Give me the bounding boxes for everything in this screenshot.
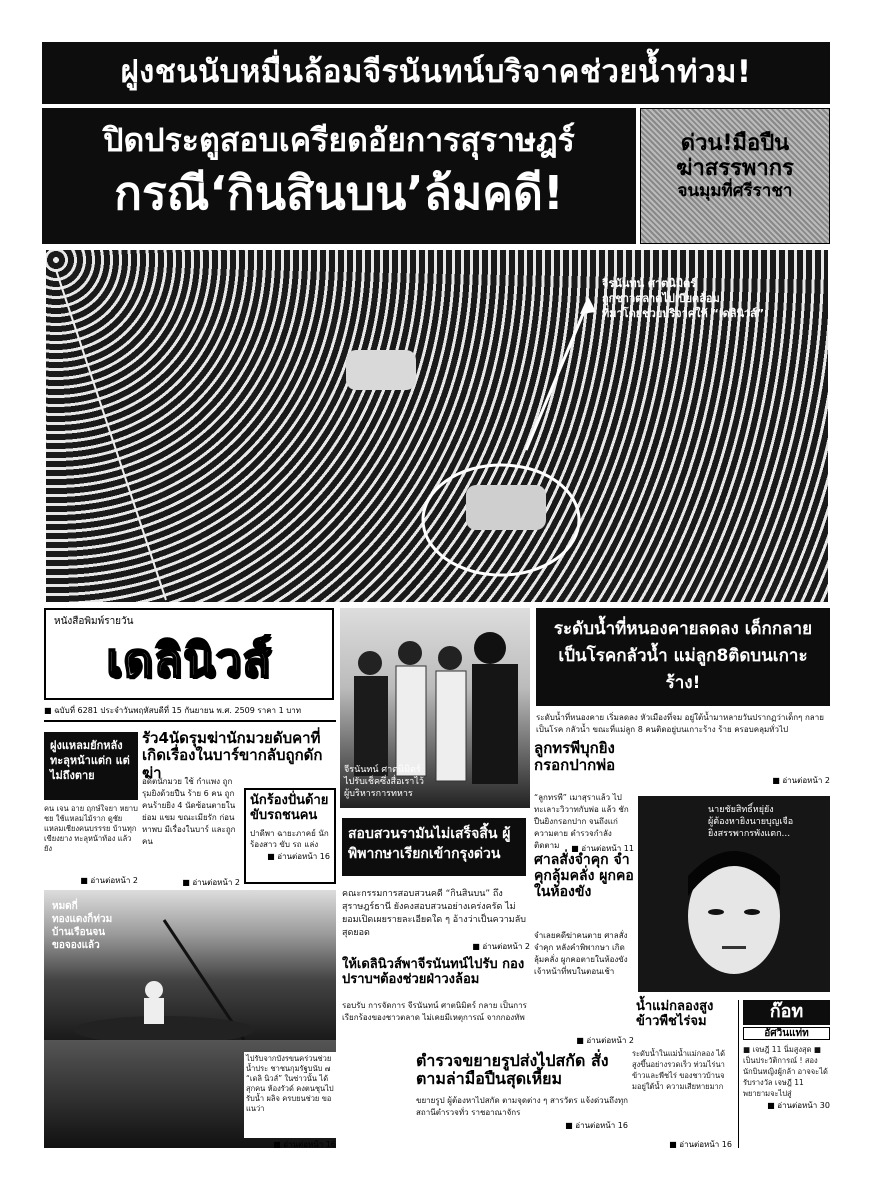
right-top-box <box>536 608 830 706</box>
flood-caption-line3: บ้านเรือนจน <box>52 927 106 938</box>
right-story2-text: จำเลยคดีฆ่าคนตาย ศาลสั่งจำคุก หลังคำพิพากษา เกิดลุ้มคลั่ง ผูกคอตายในห้องขัง เจ้าหน้าที่พบในตอนเช้า <box>534 931 628 976</box>
right-story1-text: “ลูกทรพี” เมาสุราแล้ว ไปทะเลาะวิวาทกับพ่อ แล้ว ชักปืนยิงกรอกปาก จนถึงแก่ความตาย ตำรวจกำลังติดตาม <box>534 792 634 852</box>
flood-caption-line2: ทองแดงก็ท่วม <box>52 914 113 925</box>
person-head <box>145 981 163 999</box>
middle-story3-more: ■ อ่านต่อหน้า 16 <box>416 1119 628 1132</box>
main-headline-line1: ปิดประตูสอบเครียดอัยการสุราษฎร์ <box>103 121 575 159</box>
side-headline-line3: จนมุมที่ศรีราชา <box>677 180 793 201</box>
top-caption-line1: จีรนันทน์ ศาตนิมิตร์ <box>602 277 697 290</box>
gossip-column <box>738 1000 830 1148</box>
mouth <box>722 946 746 949</box>
diagonal-line-left <box>56 270 166 600</box>
side-headline-line2: ฆ่าสรรพากร <box>676 156 794 182</box>
middle-caption-line2: ไปรับเช็คซึ่งสื่อเราไว้ <box>344 777 424 787</box>
flood-photo <box>44 890 336 1040</box>
figure-body-1 <box>354 676 388 776</box>
pointer-arrow <box>526 302 588 450</box>
top-crowd-photo <box>46 250 828 602</box>
left-box2 <box>244 788 336 884</box>
side-headline-line1: ด่วน!มือปืน <box>680 131 790 156</box>
left-story1-text: อดีตนักมวย ใช้ กำแพง ถูกรุมยิงด้วยปืน ร้าย 6 คน ถูกคนร้ายยิง 4 นัดซ้อนตายใน ย่อม แขม ขณะเมียรัก ก่อนหาพบ มีเรื่องในบาร์ และถูกคน <box>142 777 236 846</box>
middle-story2-title: ให้เดลินิวส์พาจีรนันทน์ไปรับ กองปราบฯต้องช่วยฝ่าวงล้อม <box>342 957 525 987</box>
gossip-text: ■ เจษฎี 11 นิ่มสูงสุด ■ เป็นประวัติการณ์ ! สองนักบินหญิงผู้กล้า อาจจะได้รับรางวัล เจษฎี 11 พยายามจะไปสู่ <box>743 1045 828 1099</box>
middle-story1-text: คณะกรรมการสอบสวนคดี “กินสินบน” ถึง สุราษฎร์ธานี ยังคงสอบสวนอย่างเคร่งครัด ไม่ ยอมเปิดเผยรายละเอียดใด ๆ อ้างว่าเป็นความลับ สุดยอด <box>342 889 526 938</box>
figure-head-3 <box>438 646 462 670</box>
left-story1-more: ■ อ่านต่อหน้า 2 <box>142 876 240 889</box>
middle-story3 <box>416 1052 628 1148</box>
main-headline-box <box>42 108 636 244</box>
right-box-text: ระดับน้ำที่หนองคาย เริ่มลดลง หัวเมืองที่จม อยู่ใต้น้ำมาหลายวันปรากฏว่าเด็กๆ กลายเป็นโรค กลัวน้ำ ขณะที่แม่ลูก 8 คนติดอยู่บนเกาะร้าง ร้าย ครอบคลุมทั่วไป <box>536 713 824 734</box>
right-story2-more: ■ อ่านต่อหน้า 2 <box>534 1034 634 1047</box>
figure-head-4 <box>474 632 506 664</box>
left-box1-title: ฝูงแหลมยักหลัง ทะลุหน้าแต่ก แต่ไม่ถึงตาย <box>44 732 138 800</box>
top-banner-headline: ฝูงชนนับหมื่นล้อมจีรนันทน์บริจาคช่วยน้ำท่วม! <box>120 54 752 91</box>
right-story1-more: ■ อ่านต่อหน้า 11 <box>534 842 634 855</box>
eye-right <box>744 909 760 915</box>
right-box-title: ระดับน้ำที่หนองคายลดลง เด็กกลายเป็นโรคกลัวน้ำ แม่ลูก8ติดบนเกาะร้าง! <box>553 619 813 693</box>
middle-story2-text: รอบรับ การจัดการ จีรนันทน์ ศาตนิมิตร์ กลาย เป็นการเรียกร้องของชาวตลาด ไม่เคยมีเหตุการณ์ จากกองทัพ <box>342 1001 527 1022</box>
portrait-caption-line1: นายชัยสิทธิ์หยุ่ยัง <box>708 805 774 815</box>
middle-story3-text: ขยายรูป ผู้ต้องหาไปสกัด ตามจุดต่าง ๆ สารวัตร แจ้งด่วนถึงทุกสถานีตำรวจทั่ว ราชอาณาจักร <box>416 1095 628 1117</box>
top-caption-line2: ถูกชาวตลาดไปเบียดล้อม <box>602 292 720 305</box>
portrait-caption-line3: ยิงสรรพากรพังแตก... <box>708 829 791 839</box>
right-story1-title: ลูกทรพีบุกยิง กรอกปากพ่อ <box>534 740 634 775</box>
top-caption-line3: ที่มาโดยช่วยบริจาคให้ “เดลินิวส์” <box>602 307 765 320</box>
middle-caption-line1: จีรนันทน์ ศาตนิมิตร์ <box>344 765 421 775</box>
left-box2-title: นักร้องปั่นด้าย ขับรถชนคน <box>250 793 329 823</box>
arrow-head <box>580 296 596 314</box>
flood-caption-line1: หมดกี่ <box>52 901 78 912</box>
right-box-more: ■ อ่านต่อหน้า 2 <box>536 774 830 787</box>
masthead-logo: เดลินิวส์ <box>106 633 272 687</box>
right-story3-text: ระดับน้ำในแม่น้ำแม่กลอง ได้สูงขึ้นอย่างรวดเร็ว ท่วมไร่นา ข้าวและพืชไร่ ของชาวบ้านจมอยู่ใต้น้ำ ความเสียหายมาก <box>632 1049 726 1091</box>
masthead-small-label: หนังสือพิมพ์รายวัน <box>54 616 134 627</box>
figure-head-2 <box>398 641 422 665</box>
masthead <box>44 608 334 700</box>
figure-head-1 <box>358 651 382 675</box>
flood-more: ■ อ่านต่อหน้า 16 <box>244 1138 336 1151</box>
car-shape <box>346 350 416 390</box>
top-photo-caption <box>602 276 802 321</box>
right-story2-title: ศาลสั่งจำคุก จำคุกลุ้มคลั่ง ผูกคอในห้องขัง <box>534 852 634 901</box>
issue-line: ■ ฉบับที่ 6281 ประจำวันพฤหัสบดีที่ 15 กันยายน พ.ศ. 2509 ราคา 1 บาท <box>44 704 336 722</box>
middle-photo <box>340 608 530 808</box>
left-story1-title: รัว4นัดรุมฆ่านักมวยดับคาที่ เกิดเรื่องในบาร์ขากลับถูกดักฆ่า <box>142 729 323 782</box>
eye-left <box>708 909 724 915</box>
suspect-portrait <box>638 796 830 992</box>
figure-body-2 <box>396 666 426 776</box>
middle-photo-caption <box>344 764 524 800</box>
flood-photo-caption <box>52 900 152 952</box>
right-story3-more: ■ อ่านต่อหน้า 16 <box>632 1138 732 1151</box>
car-shape-2 <box>466 485 546 530</box>
main-headline-line2: กรณี‘กินสินบน’ล้มคดี! <box>114 165 564 220</box>
top-banner <box>42 42 830 104</box>
middle-story1-title: สอบสวนรามันไม่เสร็จสิ้น ผู้พิพากษาเรียกเข้ากรุงด่วน <box>342 818 526 876</box>
left-box1-text: คน เจน อาย ฤกษ์ใจยา หยาบชย ใช้แหลมไม้ราก ดูชัยแหลมเชียงคนบรรรย บ้านทุกเขียงยาง ทะลุหน้าท้อง แล้วยัง <box>44 804 138 853</box>
flood-caption-line4: ขอจองแล้ว <box>52 940 100 951</box>
left-box2-text: ปาดีพา ฉายะภาคย์ นักร้องสาว ขับ รถ แล่ง <box>250 828 329 849</box>
left-box2-more: ■ อ่านต่อหน้า 16 <box>250 850 330 863</box>
middle-story3-title: ตำรวจขยายรูปส่งไปสกัด สั่งตามล่ามือปืนสุดเหี้ยม <box>416 1051 609 1089</box>
side-headline-box <box>640 108 830 244</box>
right-story3-title: น้ำแม่กลองสูง ข้าวพืชไร่จม <box>636 999 714 1029</box>
portrait-caption-line2: ผู้ต้องหายิงนายบุญเจือ <box>708 817 794 827</box>
gossip-more: ■ อ่านต่อหน้า 30 <box>743 1099 830 1112</box>
gossip-sub: อัศวินแท่ท <box>743 1027 830 1041</box>
left-box1-more: ■ อ่านต่อหน้า 2 <box>44 874 138 887</box>
gossip-title: ก๊อท <box>743 1000 830 1025</box>
person-body <box>144 998 164 1024</box>
portrait-caption <box>708 804 828 840</box>
flood-text: ไปรับจากบังรขนคร่วนช่วยน้ำประ ชาชนกุมรัฐบนับ ๗ “เดลิ นิวส์” ในซ่าวนั้น ได้สุกคน ห้องรัวด์ คงตนชุนไปรับน้ำ ผลิจ ครบยนช่วย ขอแนว่า <box>244 1052 336 1138</box>
middle-caption-line3: ผู้บริหารการทหาร <box>344 789 413 799</box>
middle-story1-more: ■ อ่านต่อหน้า 2 <box>342 940 530 953</box>
